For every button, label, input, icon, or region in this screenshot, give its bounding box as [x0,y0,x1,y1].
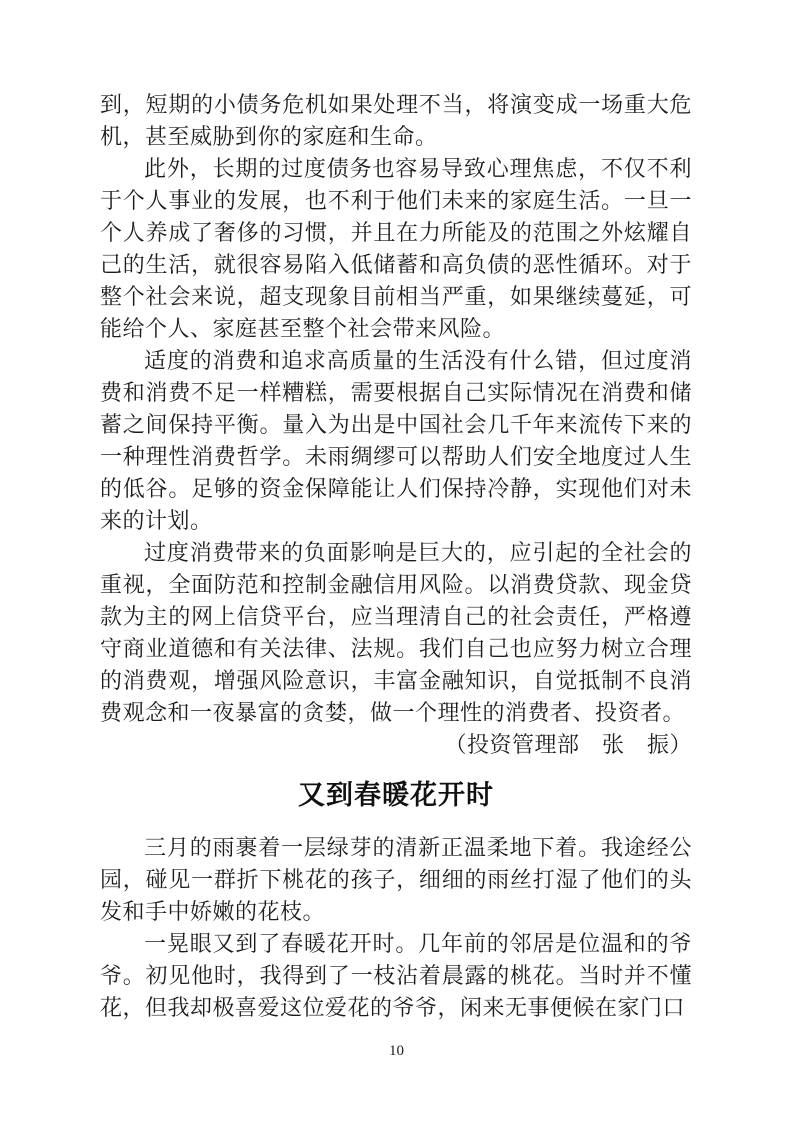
article2-paragraph: 一晃眼又到了春暖花开时。几年前的邻居是位温和的爷爷。初见他时，我得到了一枝沾着晨露的桃花。当时并不懂花，但我却极喜爱这位爱花的爷爷，闲来无事便候在家门口 [100,931,692,1020]
article1-paragraph: 此外，长期的过度债务也容易导致心理焦虑，不仅不利于个人事业的发展，也不利于他们未来的家庭生活。一旦一个人养成了奢侈的习惯，并且在力所能及的范围之外炫耀自己的生活，就很容易陷入低储蓄和高负债的恶性循环。对于整个社会来说，超支现象目前相当严重，如果继续蔓延，可能给个人、家庭甚至整个社会带来风险。 [100,156,692,341]
article1-paragraph: 适度的消费和追求高质量的生活没有什么错，但过度消费和消费不足一样糟糕，需要根据自己实际情况在消费和储蓄之间保持平衡。量入为出是中国社会几千年来流传下来的一种理性消费哲学。未雨绸缪可以帮助人们安全地度过人生的低谷。足够的资金保障能让人们保持冷静，实现他们对未来的计划。 [100,348,692,533]
page-content [100,89,692,1024]
article1-paragraph: 过度消费带来的负面影响是巨大的，应引起的全社会的重视，全面防范和控制金融信用风险。以消费贷款、现金贷款为主的网上信贷平台，应当理清自己的社会责任，严格遵守商业道德和有关法律、法规。我们自己也应努力树立合理的消费观，增强风险意识，丰富金融知识，自觉抵制不良消费观念和一夜暴富的贪婪，做一个理性的消费者、投资者。 [100,540,692,725]
article1-paragraph-continuation: 到，短期的小债务危机如果处理不当，将演变成一场重大危机，甚至威胁到你的家庭和生命。 [100,92,692,149]
article-title: 又到春暖花开时 [298,780,494,810]
page-number: 10 [389,1043,404,1059]
article2-paragraph: 三月的雨裹着一层绿芽的清新正温柔地下着。我途经公园，碰见一群折下桃花的孩子，细细的雨丝打湿了他们的头发和手中娇嫩的花枝。 [100,835,692,924]
author-attribution: （投资管理部 张 振） [444,732,692,757]
